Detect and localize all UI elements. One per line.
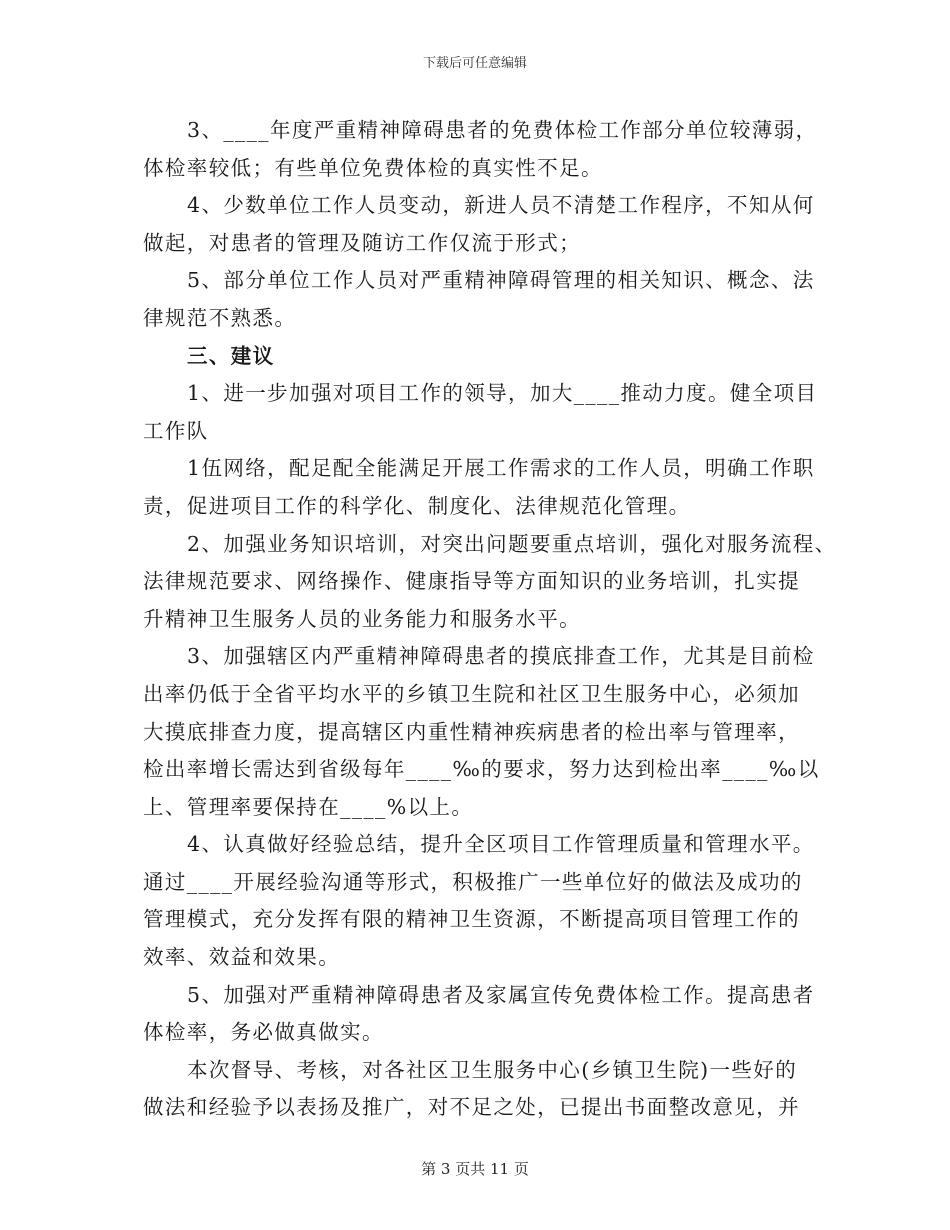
text-line: 5、部分单位工作人员对严重精神障碍管理的相关知识、概念、法 [187, 268, 815, 293]
text-line: 律规范不熟悉。 [143, 305, 297, 330]
text-line: 体检率，务必做真做实。 [143, 1020, 384, 1045]
text-line: 大摸底排查力度，提高辖区内重性精神疾病患者的检出率与管理率， [143, 719, 800, 744]
text-line: 效率、效益和效果。 [143, 945, 341, 970]
text-line: 4、认真做好经验总结，提升全区项目工作管理质量和管理水平。 [187, 832, 815, 857]
text-line: 做起，对患者的管理及随访工作仅流于形式； [143, 230, 581, 255]
text-line: 检出率增长需达到省级每年____‰的要求，努力达到检出率____‰以 [143, 757, 820, 782]
text-line: 升精神卫生服务人员的业务能力和服务水平。 [143, 606, 581, 631]
section-heading: 三、建议 [187, 343, 275, 368]
text-line: 3、加强辖区内严重精神障碍患者的摸底排查工作，尤其是目前检 [187, 644, 815, 669]
text-line: 本次督导、考核，对各社区卫生服务中心(乡镇卫生院)一些好的 [187, 1057, 798, 1082]
page-footer: 第 3 页共 11 页 [421, 1160, 529, 1178]
text-line: 3、____年度严重精神障碍患者的免费体检工作部分单位较薄弱， [187, 118, 818, 142]
page-header: 下载后可任意编辑 [422, 56, 527, 71]
text-line: 上、管理率要保持在____%以上。 [143, 794, 474, 819]
document-body [143, 112, 837, 1127]
text-line: 管理模式，充分发挥有限的精神卫生资源，不断提高项目管理工作的 [143, 907, 800, 932]
text-line: 工作队 [143, 418, 209, 443]
text-line: 法律规范要求、网络操作、健康指导等方面知识的业务培训，扎实提 [143, 569, 800, 594]
text-line: 做法和经验予以表扬及推广，对不足之处，已提出书面整改意见，并 [143, 1095, 800, 1120]
text-line: 1伍网络，配足配全能满足开展工作需求的工作人员，明确工作职 [187, 456, 815, 481]
text-line: 5、加强对严重精神障碍患者及家属宣传免费体检工作。提高患者 [187, 982, 815, 1007]
text-line: 出率仍低于全省平均水平的乡镇卫生院和社区卫生服务中心，必须加 [143, 681, 800, 706]
text-line: 通过____开展经验沟通等形式，积极推广一些单位好的做法及成功的 [143, 869, 803, 894]
text-line: 4、少数单位工作人员变动，新进人员不清楚工作程序，不知从何 [187, 193, 815, 218]
text-line: 责，促进项目工作的科学化、制度化、法律规范化管理。 [143, 493, 691, 518]
text-line: 2、加强业务知识培训，对突出问题要重点培训，强化对服务流程、 [187, 531, 837, 556]
text-line: 体检率较低；有些单位免费体检的真实性不足。 [143, 155, 603, 180]
text-line: 1、进一步加强对项目工作的领导，加大____推动力度。健全项目 [187, 381, 818, 406]
